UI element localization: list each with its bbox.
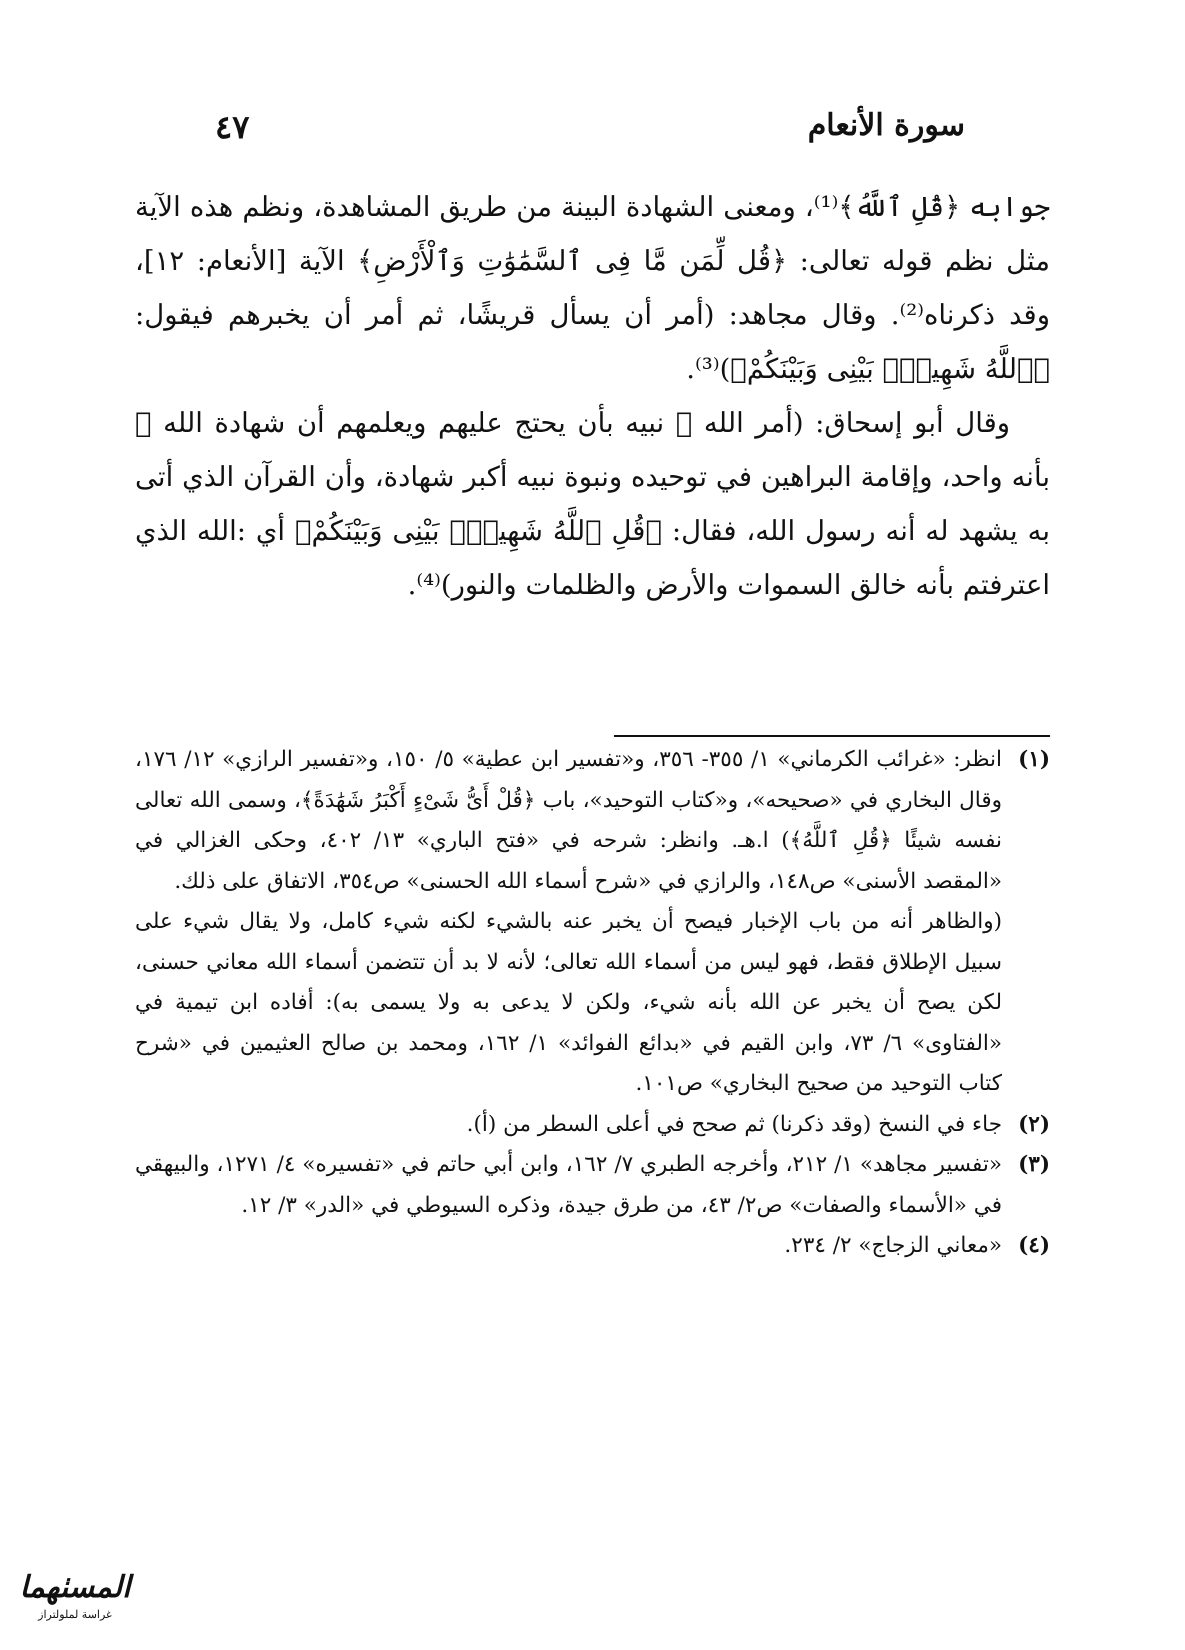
footnote-paragraph: جاء في النسخ (وقد ذكرنا) ثم صحح في أعلى السطر من (أ).: [466, 1111, 1002, 1137]
surah-title: سورة الأنعام: [807, 108, 965, 143]
main-text: [135, 180, 1050, 612]
footnotes: [135, 740, 1050, 1267]
logo-text: المسٺهما: [19, 1570, 131, 1605]
page-number: ٤٧: [215, 108, 250, 146]
publisher-logo: [14, 1568, 136, 1638]
page-header: [215, 108, 965, 148]
footnote-text: [135, 1145, 1002, 1226]
footnote-divider: [614, 735, 1050, 737]
footnote-4: [135, 1226, 1050, 1267]
footnote-3: [135, 1145, 1050, 1226]
footnote-2: [135, 1105, 1050, 1146]
footnote-number: (٤): [1018, 1233, 1050, 1258]
logo-subtext: غراسة لملولتراز: [38, 1608, 112, 1621]
footnote-text: [135, 1105, 1002, 1146]
footnote-paragraph: انظر: «غرائب الكرماني» ١/ ٣٥٥- ٣٥٦، و«تفسير ابن عطية» ٥/ ١٥٠، و«تفسير الرازي» ١٢/ ١٧٦، وقال البخاري في «صحيحه»، و«كتاب التوحيد»، باب ﴿قُلْ أَىُّ شَىْءٍ أَكْبَرُ شَهَٰدَةً﴾، وسمى الله تعالى نفسه شيئًا ﴿قُلِ ٱللَّهُ﴾) ا.هـ. وانظر: شرحه في «فتح الباري» ١٣/ ٤٠٢، وحكى الغزالي في «المقصد الأسنى» ص١٤٨، والرازي في «شرح أسماء الله الحسنى» ص٣٥٤، الاتفاق على ذلك.: [135, 747, 1002, 894]
footnote-number: (٣): [1018, 1152, 1050, 1177]
body-paragraph-1: جوابه ﴿قُلِ ٱللَّهُ﴾⁽¹⁾، ومعنى الشهادة البينة من طريق المشاهدة، ونظم هذه الآية مثل نظم قوله تعالى: ﴿قُل لِّمَن مَّا فِى ٱلسَّمَٰوَٰتِ وَٱلْأَرْضِ﴾ الآية [الأنعام: ١٢]، وقد ذكرناه⁽²⁾. وقال مجاهد: (أمر أن يسأل قريشًا، ثم أمر أن يخبرهم فيقول: ﴿ٱللَّهُ شَهِيدٌۢ بَيْنِى وَبَيْنَكُمْ﴾)⁽³⁾.: [135, 191, 1050, 385]
footnote-paragraph: (والظاهر أنه من باب الإخبار فيصح أن يخبر عنه بالشيء لكنه شيء كامل، ولا يقال شيء على سبيل الإطلاق فقط، فهو ليس من أسماء الله تعالى؛ لأنه لا بد أن تتضمن أسماء الله معاني حسنى، لكن يصح أن يخبر عن الله بأنه شيء، ولكن لا يدعى به ولا يسمى به): أفاده ابن تيمية في «الفتاوى» ٦/ ٧٣، وابن القيم في «بدائع الفوائد» ١/ ١٦٢، ومحمد بن صالح العثيمين في «شرح كتاب التوحيد من صحيح البخاري» ص١٠١.: [135, 909, 1003, 1096]
footnote-paragraph: «تفسير مجاهد» ١/ ٢١٢، وأخرجه الطبري ٧/ ١٦٢، وابن أبي حاتم في «تفسيره» ٤/ ١٢٧١، والبيهقي في «الأسماء والصفات» ص٢/ ٤٣، من طرق جيدة، وذكره السيوطي في «الدر» ٣/ ١٢.: [135, 1152, 1003, 1218]
footnote-text: [135, 1226, 1002, 1267]
footnote-1: [135, 740, 1050, 1105]
footnote-number: (٢): [1018, 1111, 1050, 1137]
footnote-text: [135, 740, 1002, 1105]
footnote-paragraph: «معاني الزجاج» ٢/ ٢٣٤.: [784, 1233, 1002, 1258]
footnote-number: (١): [1018, 747, 1050, 772]
body-paragraph-2: وقال أبو إسحاق: (أمر الله ﷻ نبيه بأن يحتج عليهم ويعلمهم أن شهادة الله ﷻ بأنه واحد، وإقامة البراهين في توحيده ونبوة نبيه أكبر شهادة، وأن القرآن الذي أتى به يشهد له أنه رسول الله، فقال: ﴿قُلِ ٱللَّهُ شَهِيدٌۢ بَيْنِى وَبَيْنَكُمْ﴾ أي :الله الذي اعترفتم بأنه خالق السموات والأرض والظلمات والنور)⁽⁴⁾.: [135, 407, 1050, 601]
